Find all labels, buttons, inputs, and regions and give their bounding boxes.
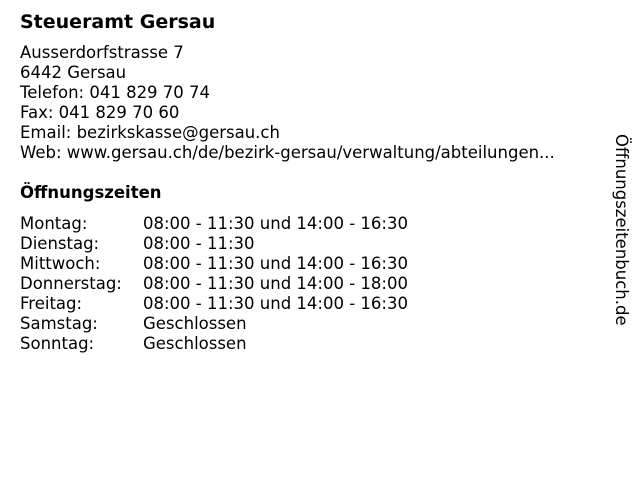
hours-time: Geschlossen: [143, 314, 247, 333]
web-line: Web: www.gersau.ch/de/bezirk-gersau/verwaltung/abteilungen...: [20, 143, 555, 162]
hours-time: Geschlossen: [143, 334, 247, 353]
fax-line: Fax: 041 829 70 60: [20, 103, 180, 122]
hours-time: 08:00 - 11:30 und 14:00 - 16:30: [143, 254, 408, 273]
hours-day: Samstag:: [20, 314, 98, 333]
hours-day: Sonntag:: [20, 334, 95, 353]
hours-time: 08:00 - 11:30 und 14:00 - 18:00: [143, 274, 408, 293]
hours-day: Freitag:: [20, 294, 83, 313]
hours-time: 08:00 - 11:30 und 14:00 - 16:30: [143, 294, 408, 313]
email-line: Email: bezirkskasse@gersau.ch: [20, 123, 280, 142]
hours-day: Dienstag:: [20, 234, 100, 253]
hours-heading: Öffnungszeiten: [20, 183, 162, 202]
phone-line: Telefon: 041 829 70 74: [20, 83, 211, 102]
side-brand: [603, 134, 640, 334]
page-title: Steueramt Gersau: [20, 11, 216, 33]
hours-day: Montag:: [20, 214, 88, 233]
city-line: 6442 Gersau: [20, 63, 127, 82]
hours-day: Mittwoch:: [20, 254, 101, 273]
street-line: Ausserdorfstrasse 7: [20, 43, 184, 62]
side-brand-text: Öffnungszeitenbuch.de: [612, 134, 631, 326]
address-block: [20, 43, 555, 163]
hours-time: 08:00 - 11:30 und 14:00 - 16:30: [143, 214, 408, 233]
hours-time: 08:00 - 11:30: [143, 234, 255, 253]
hours-day: Donnerstag:: [20, 274, 122, 293]
